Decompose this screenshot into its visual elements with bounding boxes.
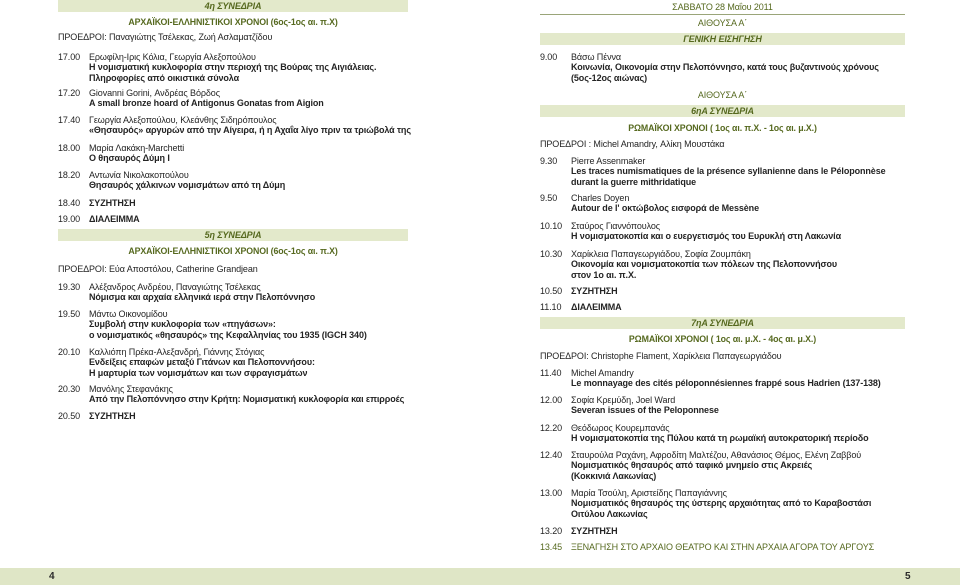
footer-band <box>0 568 960 585</box>
session-label: 5η ΣΥΝΕΔΡΙΑ <box>204 230 262 240</box>
item-title: στον 1ο αι. π.Χ. <box>571 270 637 281</box>
schedule-item <box>58 309 408 341</box>
schedule-item <box>58 143 408 165</box>
room-label: ΑΙΘΟΥΣΑ Α΄ <box>697 89 748 100</box>
discussion-item <box>58 198 408 209</box>
item-authors: Ερωφίλη-Ιρις Κόλια, Γεωργία Αλεξοπούλου <box>89 51 256 62</box>
item-authors: Charles Doyen <box>571 192 630 203</box>
schedule-item <box>58 347 408 379</box>
item-authors: Σταύρος Γιαννόπουλος <box>571 220 661 231</box>
item-authors: Michel Amandry <box>571 367 634 378</box>
schedule-item <box>58 282 408 304</box>
schedule-item <box>540 249 905 281</box>
item-authors: Pierre Assenmaker <box>571 155 646 166</box>
item-time: 19.00 <box>58 213 81 224</box>
item-authors: Giovanni Gorini, Ανδρέας Βόρδος <box>89 87 220 98</box>
item-title: Πληροφορίες από οικιστικά σύνολα <box>89 73 240 84</box>
session-label: 4η ΣΥΝΕΔΡΙΑ <box>204 1 262 11</box>
item-label: ΣΥΖΗΤΗΣΗ <box>571 525 618 536</box>
item-title: Η μαρτυρία των νομισμάτων και των σφραγισμάτων <box>89 368 308 379</box>
item-authors: Μανόλης Στεφανάκης <box>89 383 173 394</box>
item-time: 20.50 <box>58 410 81 421</box>
item-body <box>571 156 886 188</box>
discussion-item <box>58 411 408 422</box>
item-body <box>89 52 376 84</box>
item-label: ΣΥΖΗΤΗΣΗ <box>89 197 136 208</box>
schedule-item <box>58 384 408 406</box>
item-label: ΣΥΖΗΤΗΣΗ <box>571 285 618 296</box>
item-body <box>89 143 184 165</box>
session-banner <box>540 105 905 117</box>
item-title: Autour de l' οκτώβολος εισφορά de Messène <box>571 203 759 214</box>
item-authors: Σοφία Κρεμύδη, Joel Ward <box>571 394 676 405</box>
schedule-item <box>540 52 905 84</box>
item-authors: Γεωργία Αλεξοπούλου, Κλεάνθης Σιδηρόπουλος <box>89 114 277 125</box>
date-rule <box>540 14 905 15</box>
schedule-item <box>540 395 905 417</box>
item-body <box>571 221 841 243</box>
item-title: Η νομισματοκοπία της Πύλου κατά τη ρωμαϊκή αυτοκρατορική περίοδο <box>571 433 869 444</box>
schedule-item <box>540 156 905 188</box>
item-title: Νομισματικός θησαυρός της ύστερης αρχαιότητας από το Καραβοστάσι <box>571 498 872 509</box>
item-authors: Αντωνία Νικολακοπούλου <box>89 169 189 180</box>
session-label: 7ηΑ ΣΥΝΕΔΡΙΑ <box>691 318 754 328</box>
item-title: ο νομισματικός «θησαυρός» της Κεφαλληνίας του 1935 (IGCH 340) <box>89 330 367 341</box>
item-title: Νόμισμα και αρχαία ελληνικά ιερά στην Πελοπόννησο <box>89 292 316 303</box>
keynote-label: ΓΕΝΙΚΗ ΕΙΣΗΓΗΣΗ <box>683 34 762 44</box>
item-time: 13.45 <box>540 541 563 552</box>
session-banner <box>58 0 408 12</box>
item-time: 18.00 <box>58 142 81 153</box>
session-period: ΡΩΜΑΪΚΟΙ ΧΡΟΝΟΙ ( 1ος αι. π.Χ. - 1ος αι. μ.Χ.) <box>628 122 817 133</box>
item-label: ΔΙΑΛΕΙΜΜΑ <box>89 213 140 224</box>
tour-item <box>540 542 905 553</box>
item-title: Θησαυρός χάλκινων νομισμάτων από τη Δύμη <box>89 180 286 191</box>
item-time: 10.50 <box>540 285 563 296</box>
session-chairs: ΠΡΟΕΔΡΟΙ: Christophe Flament, Χαρίκλεια Παπαγεωργιάδου <box>540 350 782 361</box>
item-time: 18.40 <box>58 197 81 208</box>
item-body <box>89 309 367 341</box>
item-title: A small bronze hoard of Antigonus Gonatas from Aigion <box>89 98 324 109</box>
item-body <box>89 347 315 379</box>
session-banner <box>58 229 408 241</box>
item-body <box>89 88 324 110</box>
item-time: 20.30 <box>58 383 81 394</box>
discussion-item <box>540 286 905 297</box>
item-time: 13.00 <box>540 487 563 498</box>
schedule-item <box>58 52 408 84</box>
item-authors: Μαρία Λακάκη-Marchetti <box>89 142 185 153</box>
item-time: 10.30 <box>540 248 563 259</box>
session-chairs: ΠΡΟΕΔΡΟΙ : Michel Amandry, Αλίκη Μουστάκα <box>540 138 725 149</box>
item-time: 19.30 <box>58 281 81 292</box>
item-title: Severan issues of the Peloponnese <box>571 405 719 416</box>
item-time: 11.40 <box>540 367 562 378</box>
item-title: Κοινωνία, Οικονομία στην Πελοπόννησο, κατά τους βυζαντινούς χρόνους <box>571 62 879 73</box>
item-authors: Σταυρούλα Ραχάνη, Αφροδίτη Μαλτέζου, Αθανάσιος Θέμος, Ελένη Ζαββού <box>571 449 862 460</box>
item-time: 9.00 <box>540 51 558 62</box>
item-time: 17.20 <box>58 87 81 98</box>
item-time: 12.00 <box>540 394 563 405</box>
item-label: ΔΙΑΛΕΙΜΜΑ <box>571 301 622 312</box>
item-time: 9.30 <box>540 155 558 166</box>
item-body <box>571 488 871 520</box>
item-time: 17.00 <box>58 51 81 62</box>
schedule-item <box>540 488 905 520</box>
item-body <box>89 115 411 137</box>
item-title: Η νομισματική κυκλοφορία στην περιοχή της Βούρας της Αιγιάλειας. <box>89 62 377 73</box>
item-title: Ο θησαυρός Δύμη Ι <box>89 153 170 164</box>
item-title: durant la guerre mithridatique <box>571 177 697 188</box>
item-time: 19.50 <box>58 308 81 319</box>
item-time: 12.40 <box>540 449 563 460</box>
schedule-item <box>58 170 408 192</box>
session-banner <box>540 317 905 329</box>
room-label: ΑΙΘΟΥΣΑ Α΄ <box>697 17 748 28</box>
item-time: 12.20 <box>540 422 563 433</box>
item-title: Οικονομία και νομισματοκοπία των πόλεων της Πελοποννήσου <box>571 259 838 270</box>
item-body <box>89 282 315 304</box>
item-time: 9.50 <box>540 192 558 203</box>
break-item <box>540 302 905 313</box>
item-body <box>89 384 404 406</box>
item-title: Ενδείξεις επαφών μεταξύ Γιτάνων και Πελοποννήσου: <box>89 357 315 368</box>
item-authors: Αλέξανδρος Ανδρέου, Παναγιώτης Τσέλεκας <box>89 281 261 292</box>
item-authors: Θεόδωρος Κουρεμπανάς <box>571 422 670 433</box>
break-item <box>58 214 408 225</box>
item-body <box>571 395 719 417</box>
item-time: 10.10 <box>540 220 563 231</box>
schedule-item <box>540 193 905 215</box>
schedule-item <box>540 221 905 243</box>
item-title: Les traces numismatiques de la présence syllanienne dans le Péloponnèse <box>571 166 886 177</box>
item-authors: Καλλιόπη Πρέκα-Αλεξανδρή, Γιάννης Στόγιας <box>89 346 265 357</box>
item-title: Νομισματικός θησαυρός από ταφικό μνημείο στις Ακρειές <box>571 460 813 471</box>
item-body <box>571 423 869 445</box>
item-title: (Κοκκινιά Λακωνίας) <box>571 471 657 482</box>
item-title: (5ος-12ος αιώνας) <box>571 73 648 84</box>
item-body <box>571 450 861 482</box>
page-number-left: 4 <box>49 571 55 582</box>
item-title: Οιτύλου Λακωνίας <box>571 509 648 520</box>
schedule-item <box>540 450 905 482</box>
keynote-banner <box>540 33 905 45</box>
page-number-right: 5 <box>905 571 911 582</box>
item-time: 17.40 <box>58 114 81 125</box>
item-authors: Μάντω Οικονομίδου <box>89 308 168 319</box>
item-authors: Μαρία Τσούλη, Αριστείδης Παπαγιάννης <box>571 487 727 498</box>
item-time: 20.10 <box>58 346 81 357</box>
item-title: Le monnayage des cités péloponnésiennes frappé sous Hadrien (137-138) <box>571 378 881 389</box>
item-authors: Χαρίκλεια Παπαγεωργιάδου, Σοφία Ζουμπάκη <box>571 248 751 259</box>
item-body <box>89 170 285 192</box>
schedule-item <box>58 88 408 110</box>
day-date: ΣΑΒΒΑΤΟ 28 Μαΐου 2011 <box>672 1 773 12</box>
item-time: 18.20 <box>58 169 81 180</box>
item-body <box>571 193 759 215</box>
item-title: Η νομισματοκοπία και ο ευεργετισμός του Ευρυκλή στη Λακωνία <box>571 231 842 242</box>
session-chairs: ΠΡΟΕΔΡΟΙ: Παναγιώτης Τσέλεκας, Ζωή Ασλαματζίδου <box>58 31 273 42</box>
item-body <box>571 249 837 281</box>
item-time: 13.20 <box>540 525 563 536</box>
schedule-item <box>540 423 905 445</box>
session-period: ΑΡΧΑΪΚΟΙ-ΕΛΛΗΝΙΣΤΙΚΟΙ ΧΡΟΝΟΙ (6ος-1ος αι. π.Χ) <box>128 16 338 27</box>
discussion-item <box>540 526 905 537</box>
session-chairs: ΠΡΟΕΔΡΟΙ: Εύα Αποστόλου, Catherine Grandjean <box>58 263 258 274</box>
item-label: ΞΕΝΑΓΗΣΗ ΣΤΟ ΑΡΧΑΙΟ ΘΕΑΤΡΟ ΚΑΙ ΣΤΗΝ ΑΡΧΑΙΑ ΑΓΟΡΑ ΤΟΥ ΑΡΓΟΥΣ <box>571 541 875 552</box>
schedule-item <box>58 114 411 137</box>
item-body <box>571 368 881 390</box>
item-authors: Βάσω Πέννα <box>571 51 622 62</box>
item-title: Συμβολή στην κυκλοφορία των «πηγάσων»: <box>89 319 276 330</box>
item-title: Από την Πελοπόννησο στην Κρήτη: Νομισματική κυκλοφορία και επιρροές <box>89 394 405 405</box>
item-time: 11.10 <box>540 301 562 312</box>
session-label: 6ηΑ ΣΥΝΕΔΡΙΑ <box>691 106 754 116</box>
session-period: ΡΩΜΑΪΚΟΙ ΧΡΟΝΟΙ ( 1ος αι. μ.Χ. - 4ος αι. μ.Χ.) <box>628 333 817 344</box>
item-body <box>571 52 879 84</box>
schedule-item <box>540 368 905 390</box>
item-label: ΣΥΖΗΤΗΣΗ <box>89 410 136 421</box>
session-period: ΑΡΧΑΪΚΟΙ-ΕΛΛΗΝΙΣΤΙΚΟΙ ΧΡΟΝΟΙ (6ος-1ος αι. π.Χ) <box>128 245 338 256</box>
item-title: «Θησαυρός» αργυρών από την Αίγειρα, ή η Αχαΐα λίγο πριν τα τριώβολά της <box>89 125 411 136</box>
